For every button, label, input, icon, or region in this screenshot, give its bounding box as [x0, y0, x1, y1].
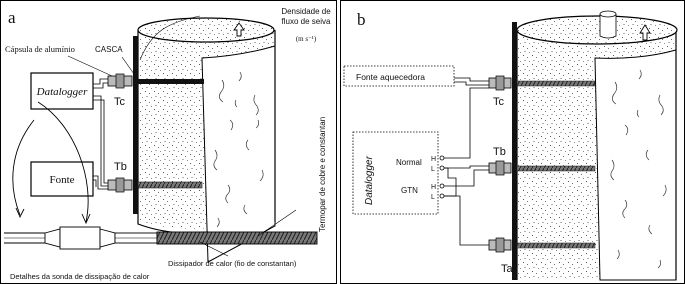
- datalogger-label: Datalogger: [36, 86, 88, 98]
- heater-source-label: Fonte aquecedora: [356, 72, 425, 82]
- capsule-b-ta: [489, 238, 511, 252]
- aluminum-capsule-label: Cápsula de alumínio: [5, 44, 75, 54]
- panel-b: [344, 10, 677, 280]
- trunk-b-top: [517, 16, 677, 44]
- fonte-label: Fonte: [49, 174, 75, 186]
- probe-details-label: Detalhes da sonda de dissipação de calor: [10, 272, 150, 281]
- tb-label-b: Tb: [493, 146, 506, 158]
- probe-b-ta: [517, 243, 595, 248]
- capsule-tb: [108, 178, 132, 192]
- panel-a-letter: a: [8, 8, 16, 27]
- probe-tb: [138, 182, 202, 188]
- normal-label: Normal: [396, 158, 422, 167]
- heat-dissipator-label: Dissipador de calor (fio de constantan): [168, 259, 297, 268]
- probe-b-tb: [517, 166, 595, 171]
- tb-label-a: Tb: [114, 161, 127, 173]
- tc-label-b: Tc: [493, 96, 504, 108]
- tc-label-a: Tc: [114, 96, 125, 108]
- l-label-2: L: [431, 194, 435, 201]
- gtn-label: GTN: [401, 186, 418, 195]
- wiring-b: [444, 78, 489, 245]
- trunk-top: [138, 18, 274, 42]
- trunk-wood-cut: [202, 46, 275, 262]
- wiring-a: [93, 79, 108, 189]
- bark-b-strip: [512, 22, 517, 280]
- bark-strip: [133, 36, 138, 214]
- terminals: [440, 156, 444, 198]
- datalogger-b-label: Datalogger: [364, 156, 375, 205]
- thermocouple-label: Termopar de cobre e constantan: [318, 116, 327, 232]
- sap-flux-label-2: fluxo de seiva: [281, 17, 331, 26]
- ta-label-b: Ta: [501, 263, 513, 275]
- capsule-b-tc: [489, 76, 511, 90]
- sap-flux-label-1: Densidade de: [281, 7, 331, 16]
- panel-a: [4, 7, 331, 281]
- sap-flux-unit: (m s⁻¹): [295, 35, 317, 43]
- trunk-b-wood-cut: [595, 50, 676, 280]
- probe-b-tc: [517, 81, 595, 86]
- cap-b: [600, 14, 616, 38]
- h-label-1: H: [431, 156, 437, 163]
- panel-b-letter: b: [357, 10, 366, 29]
- bark-label: CASCA: [95, 45, 123, 54]
- probe-tc: [138, 79, 204, 84]
- l-label-1: L: [431, 166, 435, 173]
- capsule-b-tb: [489, 161, 511, 175]
- h-label-2: H: [431, 184, 437, 191]
